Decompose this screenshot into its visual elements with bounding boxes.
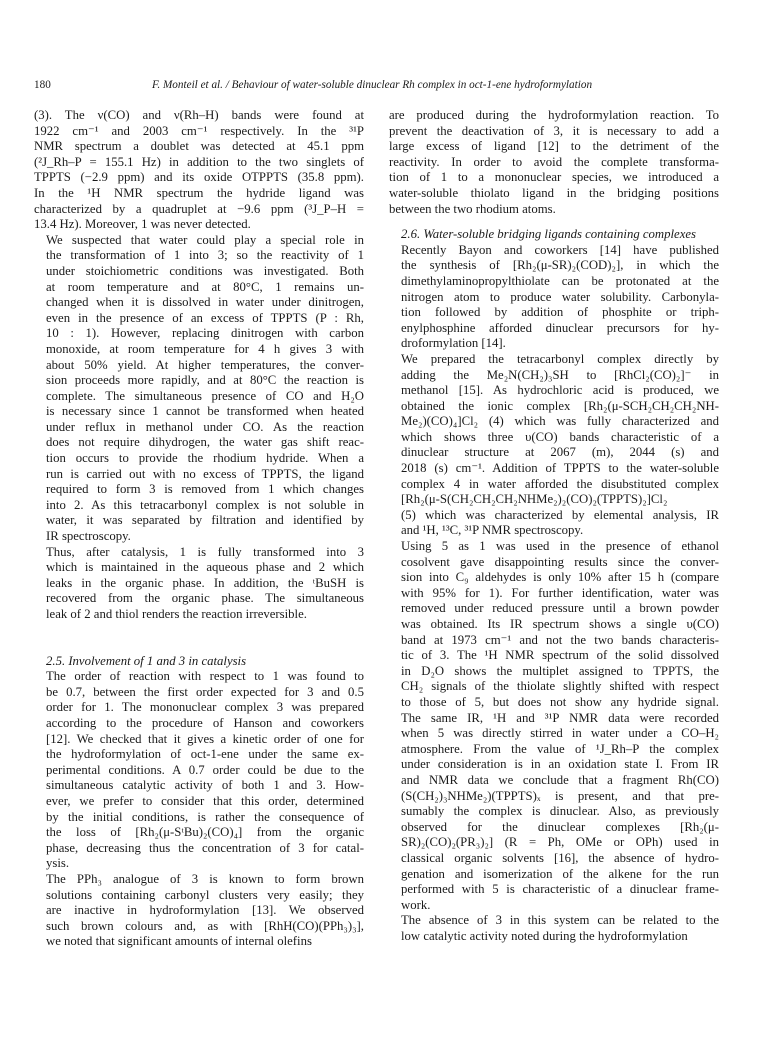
text-line: Recently Bayon and coworkers [14] have published bbox=[401, 242, 719, 257]
text-line: dimethylaminopropylthiolate can be protonated at the bbox=[401, 273, 719, 288]
text-line: was obtained. Its IR spectrum shows a single υ(CO) bbox=[401, 617, 719, 631]
text-line: methanol [15]. As hydrochloric acid is produced, we bbox=[401, 383, 719, 398]
paragraph bbox=[389, 539, 719, 913]
text-line: tion occurs to provide the rhodium hydride. When a bbox=[46, 451, 364, 466]
text-line: water-soluble thiolato ligand in the bridging positions bbox=[389, 185, 719, 200]
text-line: classical organic solvents [16], the absence of hydro- bbox=[401, 850, 719, 865]
paragraph bbox=[34, 108, 364, 233]
text-line: are inactive in hydroformylation [13]. We observed bbox=[46, 903, 364, 918]
text-line: and ¹H, ¹³C, ³¹P NMR spectroscopy. bbox=[401, 523, 584, 538]
text-line: tion of 1 to a mononuclear species, we introduced a bbox=[389, 170, 719, 185]
text-line: obtained the ionic complex [Rh₂(μ-SCH₂CH₂CH₂NH- bbox=[401, 398, 719, 413]
text-line: required to form 3 is removed from 1 which changes bbox=[46, 482, 364, 497]
paragraph bbox=[34, 669, 364, 872]
text-line: does not require dihydrogen, the water gas shift reac- bbox=[46, 435, 364, 450]
text-line: by the initial conditions, is rather the consequence of bbox=[46, 809, 364, 824]
text-line: reactivity. In order to avoid the complete transforma- bbox=[389, 154, 719, 169]
text-line: sion into C₉ aldehydes is only 10% after 15 h (compare bbox=[401, 570, 719, 585]
text-line: We suspected that water could play a special role in bbox=[46, 232, 364, 247]
text-line: performed with 5 is characteristic of a dinuclear frame- bbox=[401, 882, 719, 897]
text-line: CH₂ signals of the thiolate slightly shifted with respect bbox=[401, 679, 719, 694]
page-number: 180 bbox=[34, 79, 51, 91]
text-line: ysis. bbox=[46, 856, 70, 871]
text-line: complex 4 in water afforded the disubstituted complex bbox=[401, 476, 719, 491]
text-line: ever, we prefer to consider that this order, determined bbox=[46, 793, 364, 808]
text-line: enylphosphine afforded dinuclear precursors for hy- bbox=[401, 320, 719, 335]
text-line: Thus, after catalysis, 1 is fully transformed into 3 bbox=[46, 544, 364, 559]
text-line: NMR spectrum a doublet was detected at 45.1 ppm bbox=[34, 139, 364, 154]
text-line: genation and isomerization of the alkene for the run bbox=[401, 866, 719, 881]
text-line: are produced during the hydroformylation reaction. To bbox=[389, 108, 719, 122]
text-line: characterized by a quadruplet at −9.6 ppm (³J_P–H = bbox=[34, 201, 364, 216]
text-line: SR)₂(CO)₂(PR₃)₂] (R = Ph, OMe or OPh) used in bbox=[401, 835, 719, 850]
page-header bbox=[34, 79, 734, 95]
text-line: sion proceeds more rapidly, and at 80°C the reaction is bbox=[46, 373, 364, 388]
text-line: removed under reduced pressure until a brown powder bbox=[401, 601, 719, 616]
text-line: complete. The simultaneous presence of CO and H₂O bbox=[46, 388, 364, 403]
paragraph bbox=[389, 352, 719, 539]
paragraph bbox=[34, 233, 364, 545]
text-line: and NMR data we conclude that a fragment Rh(CO) bbox=[401, 772, 719, 787]
text-line: The PPh₃ analogue of 3 is known to form brown bbox=[46, 871, 364, 886]
text-line: 2018 (s) cm⁻¹. Addition of TPPTS to the water-soluble bbox=[401, 461, 719, 476]
text-line: The order of reaction with respect to 1 was found to bbox=[46, 669, 364, 684]
text-line: dinuclear structure at 2067 (m), 2044 (s) and bbox=[401, 445, 719, 460]
text-line: The absence of 3 in this system can be related to the bbox=[401, 913, 719, 928]
text-line: such brown colours and, as with [RhH(CO)(PPh₃)₃], bbox=[46, 918, 364, 933]
text-line: recovered from the organic phase. The simultaneous bbox=[46, 591, 364, 606]
text-line: sumably the complex is dinuclear. Also, as previously bbox=[401, 804, 719, 819]
text-line: is necessary since 1 cannot be transformed when heated bbox=[46, 404, 364, 419]
text-line: band at 1973 cm⁻¹ and not the two bands characteris- bbox=[401, 632, 719, 647]
section-heading: 2.5. Involvement of 1 and 3 in catalysis bbox=[46, 653, 247, 668]
text-line: (5) which was characterized by elemental analysis, IR bbox=[401, 507, 719, 522]
text-line: tic of 3. The ¹H NMR spectrum of the solid dissolved bbox=[401, 648, 719, 663]
text-line: large excess of ligand [12] to the detriment of the bbox=[389, 139, 719, 154]
text-line: be 0.7, between the first order expected for 3 and 0.5 bbox=[46, 684, 364, 699]
text-line: simultaneous catalytic activity of both 1 and 3. How- bbox=[46, 778, 364, 793]
text-line: we noted that significant amounts of internal olefins bbox=[46, 934, 312, 949]
paragraph bbox=[389, 243, 719, 352]
text-line: at room temperature and at 80°C, 1 remains un- bbox=[46, 279, 364, 294]
text-line: cosolvent gave disappointing results since the conver- bbox=[401, 554, 719, 569]
text-line: 1922 cm⁻¹ and 2003 cm⁻¹ respectively. In the ³¹P bbox=[34, 123, 364, 138]
text-line: (3). The ν(CO) and ν(Rh–H) bands were found at bbox=[34, 108, 364, 122]
text-line: leak of 2 and thiol renders the reaction irreversible. bbox=[46, 607, 307, 621]
text-line: the synthesis of [Rh₂(μ-SR)₂(COD)₂], in which the bbox=[401, 258, 719, 273]
text-line: observed for the dinuclear complexes [Rh₂(μ- bbox=[401, 819, 719, 834]
text-line: IR spectroscopy. bbox=[46, 529, 131, 544]
text-line: [Rh₂(μ-S(CH₂CH₂CH₂NHMe₂)₂(CO)₂(TPPTS)₂]Cl₂ bbox=[401, 492, 668, 507]
text-line: prevent the deactivation of 3, it is necessary to add a bbox=[389, 123, 719, 138]
text-line: the transformation of 1 into 3; so the reactivity of 1 bbox=[46, 248, 364, 263]
text-line: nitrogen atom to produce water solubility. Carbonyla- bbox=[401, 289, 719, 304]
text-line: perimental conditions. A 0.7 order could be due to the bbox=[46, 762, 364, 777]
text-line: work. bbox=[401, 897, 431, 912]
text-line: under stoichiometric conditions was investigated. Both bbox=[46, 263, 364, 278]
text-line: In the ¹H NMR spectrum the hydride ligand was bbox=[34, 185, 364, 200]
text-line: tion followed by addition of phosphite or triph- bbox=[401, 305, 719, 320]
text-line: leaks in the organic phase. In addition, the ᵗBuSH is bbox=[46, 575, 364, 590]
paragraph bbox=[389, 913, 719, 944]
text-line: phase, decreasing thus the concentration of 3 for catal- bbox=[46, 840, 364, 855]
text-line: under reflux in methanol under CO. As the reaction bbox=[46, 419, 364, 434]
text-line: run is carried out with no excess of TPPTS, the ligand bbox=[46, 466, 364, 481]
text-line: even in the presence of an excess of TPPTS (P : Rh, bbox=[46, 310, 364, 325]
text-line: which shows three υ(CO) bands characteristic of a bbox=[401, 429, 719, 444]
text-line: the loss of [Rh₂(μ-SᵗBu)₂(CO)₄] from the organic bbox=[46, 825, 364, 840]
text-line: Me₂)(CO)₄]Cl₂ (4) which was fully characterized and bbox=[401, 414, 719, 429]
text-line: 13.4 Hz). Moreover, 1 was never detected. bbox=[34, 217, 251, 232]
left-column bbox=[34, 108, 364, 950]
right-column bbox=[389, 108, 719, 944]
text-line: into 2. As this tetracarbonyl complex is not soluble in bbox=[46, 497, 364, 512]
text-line: atmosphere. From the value of ¹J_Rh–P the complex bbox=[401, 741, 719, 756]
text-line: [12]. We checked that it gives a kinetic order of one for bbox=[46, 731, 364, 746]
text-line: (²J_Rh–P = 155.1 Hz) in addition to the two singlets of bbox=[34, 154, 364, 169]
text-line: droformylation [14]. bbox=[401, 336, 506, 351]
text-line: which is maintained in the aqueous phase and 2 which bbox=[46, 560, 364, 575]
text-line: monoxide, at room temperature for 4 h gives 3 with bbox=[46, 341, 364, 356]
text-line: when 5 was directly stirred in water under a CO–H₂ bbox=[401, 726, 719, 741]
text-line: 10 : 1). However, replacing dinitrogen with carbon bbox=[46, 326, 364, 341]
paragraph bbox=[34, 545, 364, 623]
text-line: with 95% for 1). For further identification, water was bbox=[401, 585, 719, 600]
text-line: (S(CH₂)₃NHMe₂)(TPPTS)ₓ is present, and that pre- bbox=[401, 788, 719, 803]
paragraph bbox=[34, 872, 364, 950]
section-heading: 2.6. Water-soluble bridging ligands containing complexes bbox=[401, 227, 696, 242]
text-line: The same IR, ¹H and ³¹P NMR data were recorded bbox=[401, 710, 719, 725]
text-line: We prepared the tetracarbonyl complex directly by bbox=[401, 351, 719, 366]
text-line: in D₂O shows the multiplet assigned to TPPTS, the bbox=[401, 663, 719, 678]
text-line: between the two rhodium atoms. bbox=[389, 201, 556, 216]
text-line: solutions containing carbonyl clusters very easily; they bbox=[46, 887, 364, 902]
text-line: TPPTS (−2.9 ppm) and its oxide OTPPTS (35.8 ppm). bbox=[34, 170, 364, 185]
text-line: the hydroformylation of oct-1-ene under the same ex- bbox=[46, 747, 364, 762]
text-line: about 50% yield. At higher temperatures, the conver- bbox=[46, 357, 364, 372]
text-line: changed when it is dissolved in water under dinitrogen, bbox=[46, 295, 364, 310]
paragraph bbox=[389, 108, 719, 217]
text-line: to those of 5, but does not show any hydride signal. bbox=[401, 694, 719, 709]
text-line: water, it was separated by filtration and identified by bbox=[46, 513, 364, 528]
text-line: Using 5 as 1 was used in the presence of ethanol bbox=[401, 539, 719, 554]
running-title: F. Monteil et al. / Behaviour of water-soluble dinuclear Rh complex in oct-1-ene hydroformylation bbox=[152, 79, 593, 91]
text-line: under consideration is in an oxidation state I. From IR bbox=[401, 757, 719, 772]
text-line: order for 1. The mononuclear complex 3 was prepared bbox=[46, 700, 364, 715]
text-line: adding the Me₂N(CH₂)₃SH to [RhCl₂(CO)₂]⁻ in bbox=[401, 367, 719, 382]
text-line: low catalytic activity noted during the hydroformylation bbox=[401, 928, 688, 943]
text-line: according to the procedure of Hanson and coworkers bbox=[46, 715, 364, 730]
